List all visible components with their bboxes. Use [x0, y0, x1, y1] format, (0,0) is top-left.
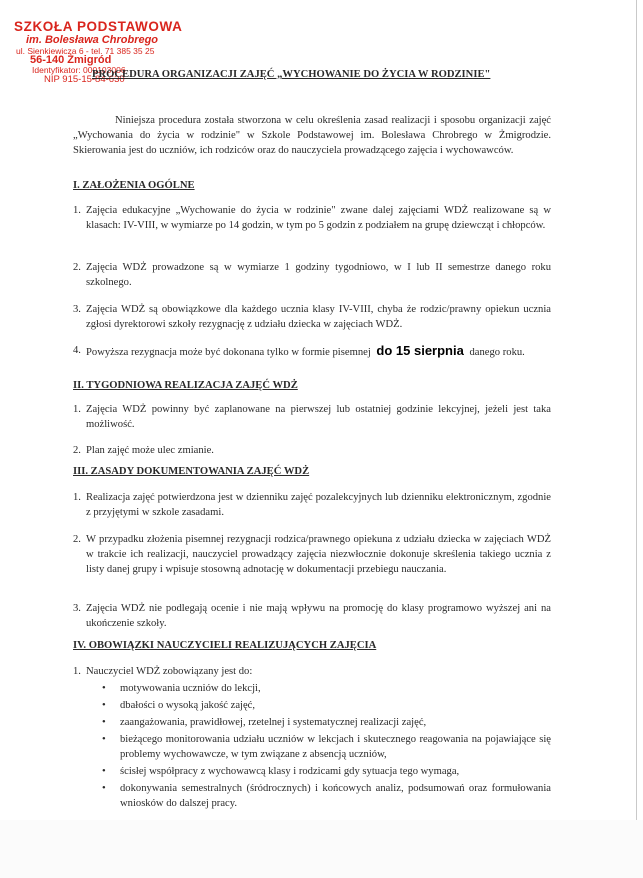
bullet-icon: •: [102, 783, 106, 794]
duties-list: [100, 681, 551, 813]
section-1-item-1: [73, 203, 551, 233]
item-number: 1.: [73, 666, 81, 677]
item-text-after: danego roku.: [469, 347, 525, 358]
page-edge: [636, 0, 637, 820]
bullet-icon: •: [102, 734, 106, 745]
stamp-address: ul. Sienkiewicza 6 - tel. 71 385 35 25: [16, 45, 155, 56]
section-1-item-4: [73, 343, 551, 360]
section-4-item-1: [73, 664, 551, 679]
section-2-item-2: [73, 443, 551, 458]
list-item: • dokonywania semestralnych (śródrocznych) i końcowych analiz, podsumowań oraz formułowania wniosków do dalszej pracy.: [102, 783, 551, 809]
section-heading-4: IV. OBOWIĄZKI NAUCZYCIELI REALIZUJĄCYCH ZAJĘCIA: [73, 640, 377, 651]
item-number: 1.: [73, 205, 81, 216]
section-2-item-1: [73, 402, 551, 432]
item-text: Zajęcia WDŻ są obowiązkowe dla każdego ucznia klasy IV-VIII, chyba że rodzic/prawny opiekun ucznia zgłosi dyrektorowi szkoły rezygnację z udziału dziecka w zajęciach WDŻ.: [86, 304, 551, 330]
item-number: 4.: [73, 345, 81, 356]
list-item: • dbałości o wysoką jakość zajęć,: [102, 700, 256, 711]
stamp-patron: im. Bolesława Chrobrego: [26, 33, 159, 46]
item-number: 2.: [73, 534, 81, 545]
list-item: • ścisłej współpracy z wychowawcą klasy i rodzicami gdy sytuacja tego wymaga,: [102, 766, 460, 777]
stamp-nip: NIP 915-15-84-630: [44, 73, 125, 85]
intro-paragraph: Niniejsza procedura została stworzona w celu określenia zasad realizacji i sposobu organizacji zajęć „Wychowania do życia w rodzinie" w Szkole Podstawowej im. Bolesława Chrobrego w Żmigrodzie. Skierowania jest do uczniów, ich rodziców oraz do nauczyciela prowadzącego zajęcia i wychowawców.: [73, 115, 551, 156]
item-text: Plan zajęć może ulec zmianie.: [86, 445, 214, 456]
item-text: Zajęcia WDŻ nie podlegają ocenie i nie mają wpływu na promocję do klasy programowo wyższej ani na ukończenie szkoły.: [86, 603, 551, 629]
bullet-icon: •: [102, 683, 106, 694]
section-1-item-2: [73, 260, 551, 290]
item-number: 2.: [73, 262, 81, 273]
item-text-before: Powyższa rezygnacja może być dokonana tylko w formie pisemnej: [86, 347, 371, 358]
item-text: [86, 343, 551, 360]
highlighted-deadline: do 15 sierpnia: [373, 343, 466, 358]
bullet-icon: •: [102, 717, 106, 728]
item-number: 1.: [73, 404, 81, 415]
item-text: Zajęcia edukacyjne „Wychowanie do życia w rodzinie" zwane dalej zajęciami WDŻ realizowane są w klasach: IV-VIII, w wymiarze po 14 godzin, w tym po 5 godzin z podziałem na grupę dziewcząt i chłopców.: [86, 205, 551, 231]
item-number: 3.: [73, 304, 81, 315]
item-text: Zajęcia WDŻ prowadzone są w wymiarze 1 godziny tygodniowo, w I lub II semestrze danego roku szkolnego.: [86, 262, 551, 288]
section-heading-1: I. ZAŁOŻENIA OGÓLNE: [73, 180, 195, 191]
item-number: 3.: [73, 603, 81, 614]
item-number: 1.: [73, 492, 81, 503]
section-3-item-2: [73, 532, 551, 577]
list-item: • bieżącego monitorowania udziału uczniów w lekcjach i skutecznego reagowania na pojawiające się problemy wychowawcze, w tym związane z absencją uczniów,: [102, 734, 551, 760]
section-1-item-3: [73, 302, 551, 332]
bullet-icon: •: [102, 766, 106, 777]
item-text: W przypadku złożenia pisemnej rezygnacji rodzica/prawnego opiekuna z udziału dziecka w zajęciach WDŻ w trakcie ich realizacji, nauczyciel prowadzący zajęcia niezwłocznie dokonuje skreślenia takiego ucznia z listy danej grupy i wpisuje stosowną adnotację w dokumentacji przebiegu nauczania.: [86, 534, 551, 575]
bullet-icon: •: [102, 700, 106, 711]
item-text: Realizacja zajęć potwierdzona jest w dzienniku zajęć pozalekcyjnych lub dzienniku elektronicznym, zgodnie z przyjętymi w szkole zasadami.: [86, 492, 551, 518]
section-3-item-1: [73, 490, 551, 520]
document-title: PROCEDURA ORGANIZACJI ZAJĘĆ „WYCHOWANIE DO ŻYCIA W RODZINIE": [92, 69, 491, 80]
list-item: • motywowania uczniów do lekcji,: [102, 683, 261, 694]
stamp-identyfikator: Identyfikator: 000103006: [32, 65, 126, 75]
list-item: • zaangażowania, prawidłowej, rzetelnej i systematycznej realizacji zajęć,: [102, 717, 427, 728]
stamp-postal-code: 56-140 Żmigród: [30, 54, 112, 66]
item-text: Nauczyciel WDŻ zobowiązany jest do:: [86, 666, 253, 677]
stamp-school-name: SZKOŁA PODSTAWOWA: [14, 19, 183, 34]
section-heading-3: III. ZASADY DOKUMENTOWANIA ZAJĘĆ WDŻ: [73, 466, 310, 477]
item-text: Zajęcia WDŻ powinny być zaplanowane na pierwszej lub ostatniej godzinie lekcyjnej, jeżeli jest taka możliwość.: [86, 404, 551, 430]
page-bottom-margin: [0, 820, 643, 878]
section-3-item-3: [73, 601, 551, 631]
section-heading-2: II. TYGODNIOWA REALIZACJA ZAJĘĆ WDŻ: [73, 380, 298, 391]
item-number: 2.: [73, 445, 81, 456]
